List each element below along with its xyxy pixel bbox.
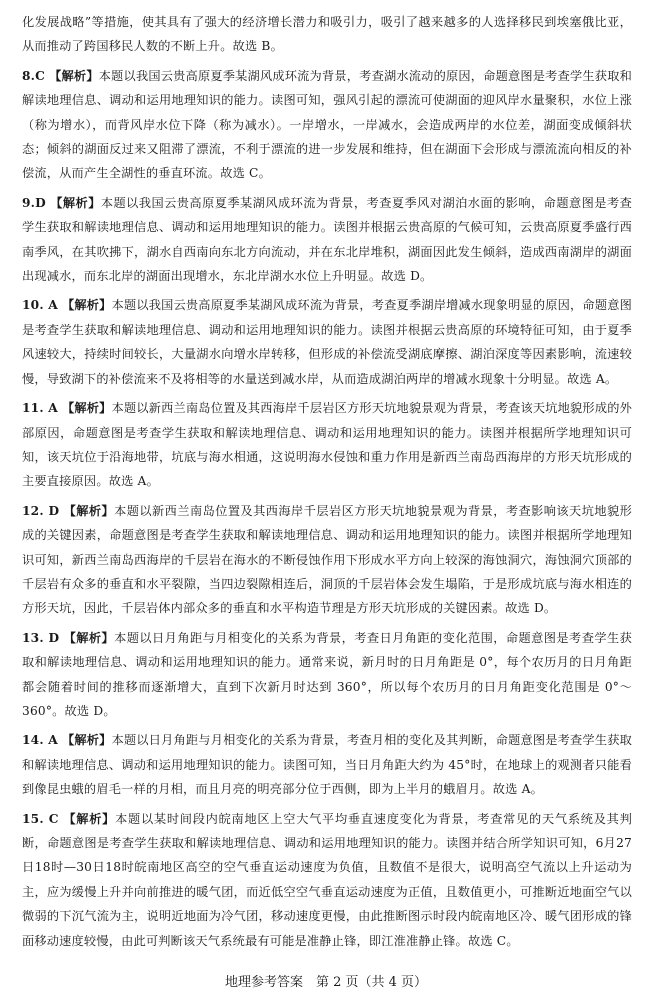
page-footer: 地理参考答案 第 2 页（共 4 页）: [224, 975, 428, 990]
answer-item-9: [22, 191, 632, 289]
analysis-tag: 【解析】: [61, 401, 112, 416]
analysis-tag: 【解析】: [50, 195, 101, 210]
answer-item-15: [22, 807, 632, 953]
answer-item-14: [22, 728, 632, 801]
answer-number: 15. C: [22, 811, 59, 826]
answer-explanation: 本题以日月角距与月相变化的关系为背景，考查日月角距的变化范围，命题意图是考查学生获取和解读地理信息、调动和运用地理知识的能力。通常来说，新月时的日月角距是 0°，每个农历月的日月角距都会随着时间的推移而逐渐增大，直到下次新月时达到 360°，所以每个农历月的日月角距变化范围是 0°～360°。故选 D。: [22, 630, 632, 718]
answer-number: 12. D: [22, 503, 60, 518]
answer-explanation: 本题以我国云贵高原夏季某湖风成环流为背景，考查夏季风对湖泊水面的影响，命题意图是考查学生获取和解读地理信息、调动和运用地理知识的能力。读图并根据云贵高原的气候可知，云贵高原夏季盛行西南季风，在其吹拂下，湖水自西南向东北方向流动，并在东北岸堆积，湖面因此发生倾斜，造成西南湖岸的湖面出现减水，而东北岸的湖面出现增水，东北岸湖水水位上升明显。故选 D。: [22, 195, 632, 284]
answer-explanation: 本题以日月角距与月相变化的关系为背景，考查月相的变化及其判断，命题意图是考查学生获取和解读地理信息、调动和运用地理知识的能力。读图可知，当日月角距大约为 45°时，在地球上的观测者只能看到像昆虫蛾的眉毛一样的月相，而且月亮的明亮部分位于西侧，即为上半月的蛾眉月。故选 A。: [22, 733, 632, 797]
analysis-tag: 【解析】: [63, 630, 115, 645]
analysis-tag: 【解析】: [61, 298, 112, 313]
intro-paragraph: [22, 10, 632, 59]
analysis-tag: 【解析】: [49, 68, 99, 83]
answer-explanation: 本题以我国云贵高原夏季某湖风成环流为背景，考查夏季湖岸增减水现象明显的原因，命题意图是考查学生获取和解读地理信息、调动和运用地理知识的能力。读图并根据云贵高原的环境特征可知，由于夏季风速较大，持续时间较长，大量湖水向增水岸转移，但形成的补偿流受湖底摩擦、湖泊深度等因素影响，流速较慢，导致湖下的补偿流来不及将相等的水量送到减水岸，从而造成湖泊两岸的增减水现象十分明显。故选 A。: [22, 298, 632, 386]
answer-number: 11. A: [22, 401, 58, 416]
answer-explanation: 本题以某时间段内皖南地区上空大气平均垂直速度变化为背景，考查常见的天气系统及其判断，命题意图是考查学生获取和解读地理信息、调动和运用地理知识的能力。读图并结合所学知识可知，6月27日18时—30日18时皖南地区高空的空气垂直运动速度为负值，且数值不是很大，说明高空气流以上升运动为主，应为缓慢上升并向前推进的暖气团，而近低空空气垂直运动速度为正值，且数值更小，可推断近地面空气以微弱的下沉气流为主，说明近地面为冷气团，移动速度更慢，由此推断图示时段内皖南地区冷、暖气团形成的锋面移动速度较慢，由此可判断该天气系统最有可能是准静止锋，即江淮准静止锋。故选 C。: [22, 811, 632, 948]
answer-explanation: 本题以新西兰南岛位置及其西海岸千层岩区方形天坑地貌景观为背景，考查影响该天坑地貌形成的关键因素，命题意图是考查学生获取和解读地理信息、调动和运用地理知识的能力。读图并根据所学地理知识可知，新西兰南岛西海岸的千层岩在海水的不断侵蚀作用下形成水平方向上较深的海蚀洞穴，海蚀洞穴顶部的千层岩有众多的垂直和水平裂隙，当四边裂隙相连后，洞顶的千层岩体会发生塌陷，于是形成坑底与海水相连的方形天坑，因此，千层岩体内部众多的垂直和水平构造节理是方形天坑形成的关键因素。故选 D。: [22, 503, 632, 616]
answer-number: 8.C: [22, 68, 46, 83]
answer-item-10: [22, 293, 632, 391]
intro-text: 化发展战略”等措施，使其具有了强大的经济增长潜力和吸引力，吸引了越来越多的人选择移民到埃塞俄比亚，从而推动了跨国移民人数的不断上升。故选 B。: [22, 15, 632, 54]
answer-number: 13. D: [22, 630, 60, 645]
answer-item-11: [22, 396, 632, 494]
answer-item-8: [22, 64, 632, 186]
analysis-tag: 【解析】: [61, 733, 112, 748]
answer-item-12: [22, 499, 632, 621]
answer-item-13: [22, 626, 632, 724]
answer-number: 10. A: [22, 298, 58, 313]
answer-explanation: 本题以我国云贵高原夏季某湖风成环流为背景，考查湖水流动的原因，命题意图是考查学生获取和解读地理信息、调动和运用地理知识的能力。读图可知，强风引起的漂流可使湖面的迎风岸水量聚积，水位上涨（称为增水），而背风岸水位下降（称为减水）。一岸增水，一岸减水，会造成两岸的水位差，湖面变成倾斜状态；倾斜的湖面反过来又阻滞了漂流，不利于漂流的进一步发展和维持，但在湖面下会形成与漂流流向相反的补偿流，从而产生全湖性的垂直环流。故选 C。: [22, 68, 632, 181]
answer-explanation: 本题以新西兰南岛位置及其西海岸千层岩区方形天坑地貌景观为背景，考查该天坑地貌形成的外部原因，命题意图是考查学生获取和解读地理信息、调动和运用地理知识的能力。读图并根据所学地理知识可知，该天坑位于沿海地带，坑底与海水相通，这说明海水侵蚀和重力作用是新西兰南岛西海岸的方形天坑形成的主要直接原因。故选 A。: [22, 401, 632, 489]
answer-number: 9.D: [22, 195, 46, 210]
answer-number: 14. A: [22, 733, 58, 748]
analysis-tag: 【解析】: [63, 503, 115, 518]
analysis-tag: 【解析】: [63, 811, 116, 826]
